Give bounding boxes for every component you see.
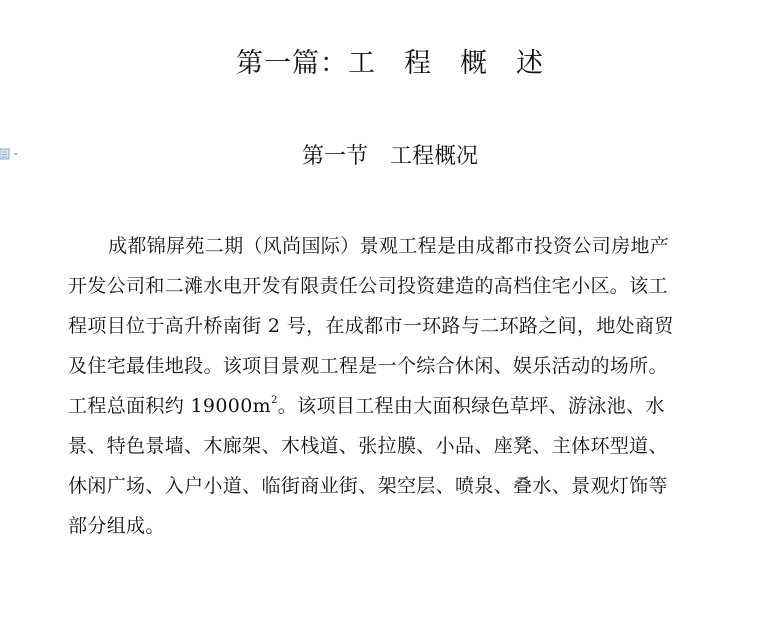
paragraph-line: 成都锦屏苑二期（风尚国际）景观工程是由成都市投资公司房地产 [108, 235, 670, 257]
area-line-suffix: 。该项目工程由大面积绿色草坪、游泳池、水 [277, 395, 665, 417]
paragraph-line: 部分组成。 [68, 515, 165, 537]
paragraph-line-area [68, 386, 708, 426]
area-unit-superscript: 2 [271, 395, 278, 406]
paragraph-line: 开发公司和二滩水电开发有限责任公司投资建造的高档住宅小区。该工 [68, 275, 668, 297]
paragraph-line: 休闲广场、入户小道、临街商业街、架空层、喷泉、叠水、景观灯饰等 [68, 475, 668, 497]
paragraph-line: 景、特色景墙、木廊架、木栈道、张拉膜、小品、座凳、主体环型道、 [68, 435, 668, 457]
body-paragraph [68, 226, 708, 546]
paragraph-line: 及住宅最佳地段。该项目景观工程是一个综合休闲、娱乐活动的场所。 [68, 355, 668, 377]
paragraph-line: 程项目位于高升桥南街 2 号，在成都市一环路与二环路之间，地处商贸 [68, 315, 674, 337]
area-text: 工程总面积约 19000m [68, 395, 272, 417]
chapter-title: 第一篇：工 程 概 述 [236, 48, 544, 79]
section-title: 第一节 工程概况 [301, 144, 478, 169]
